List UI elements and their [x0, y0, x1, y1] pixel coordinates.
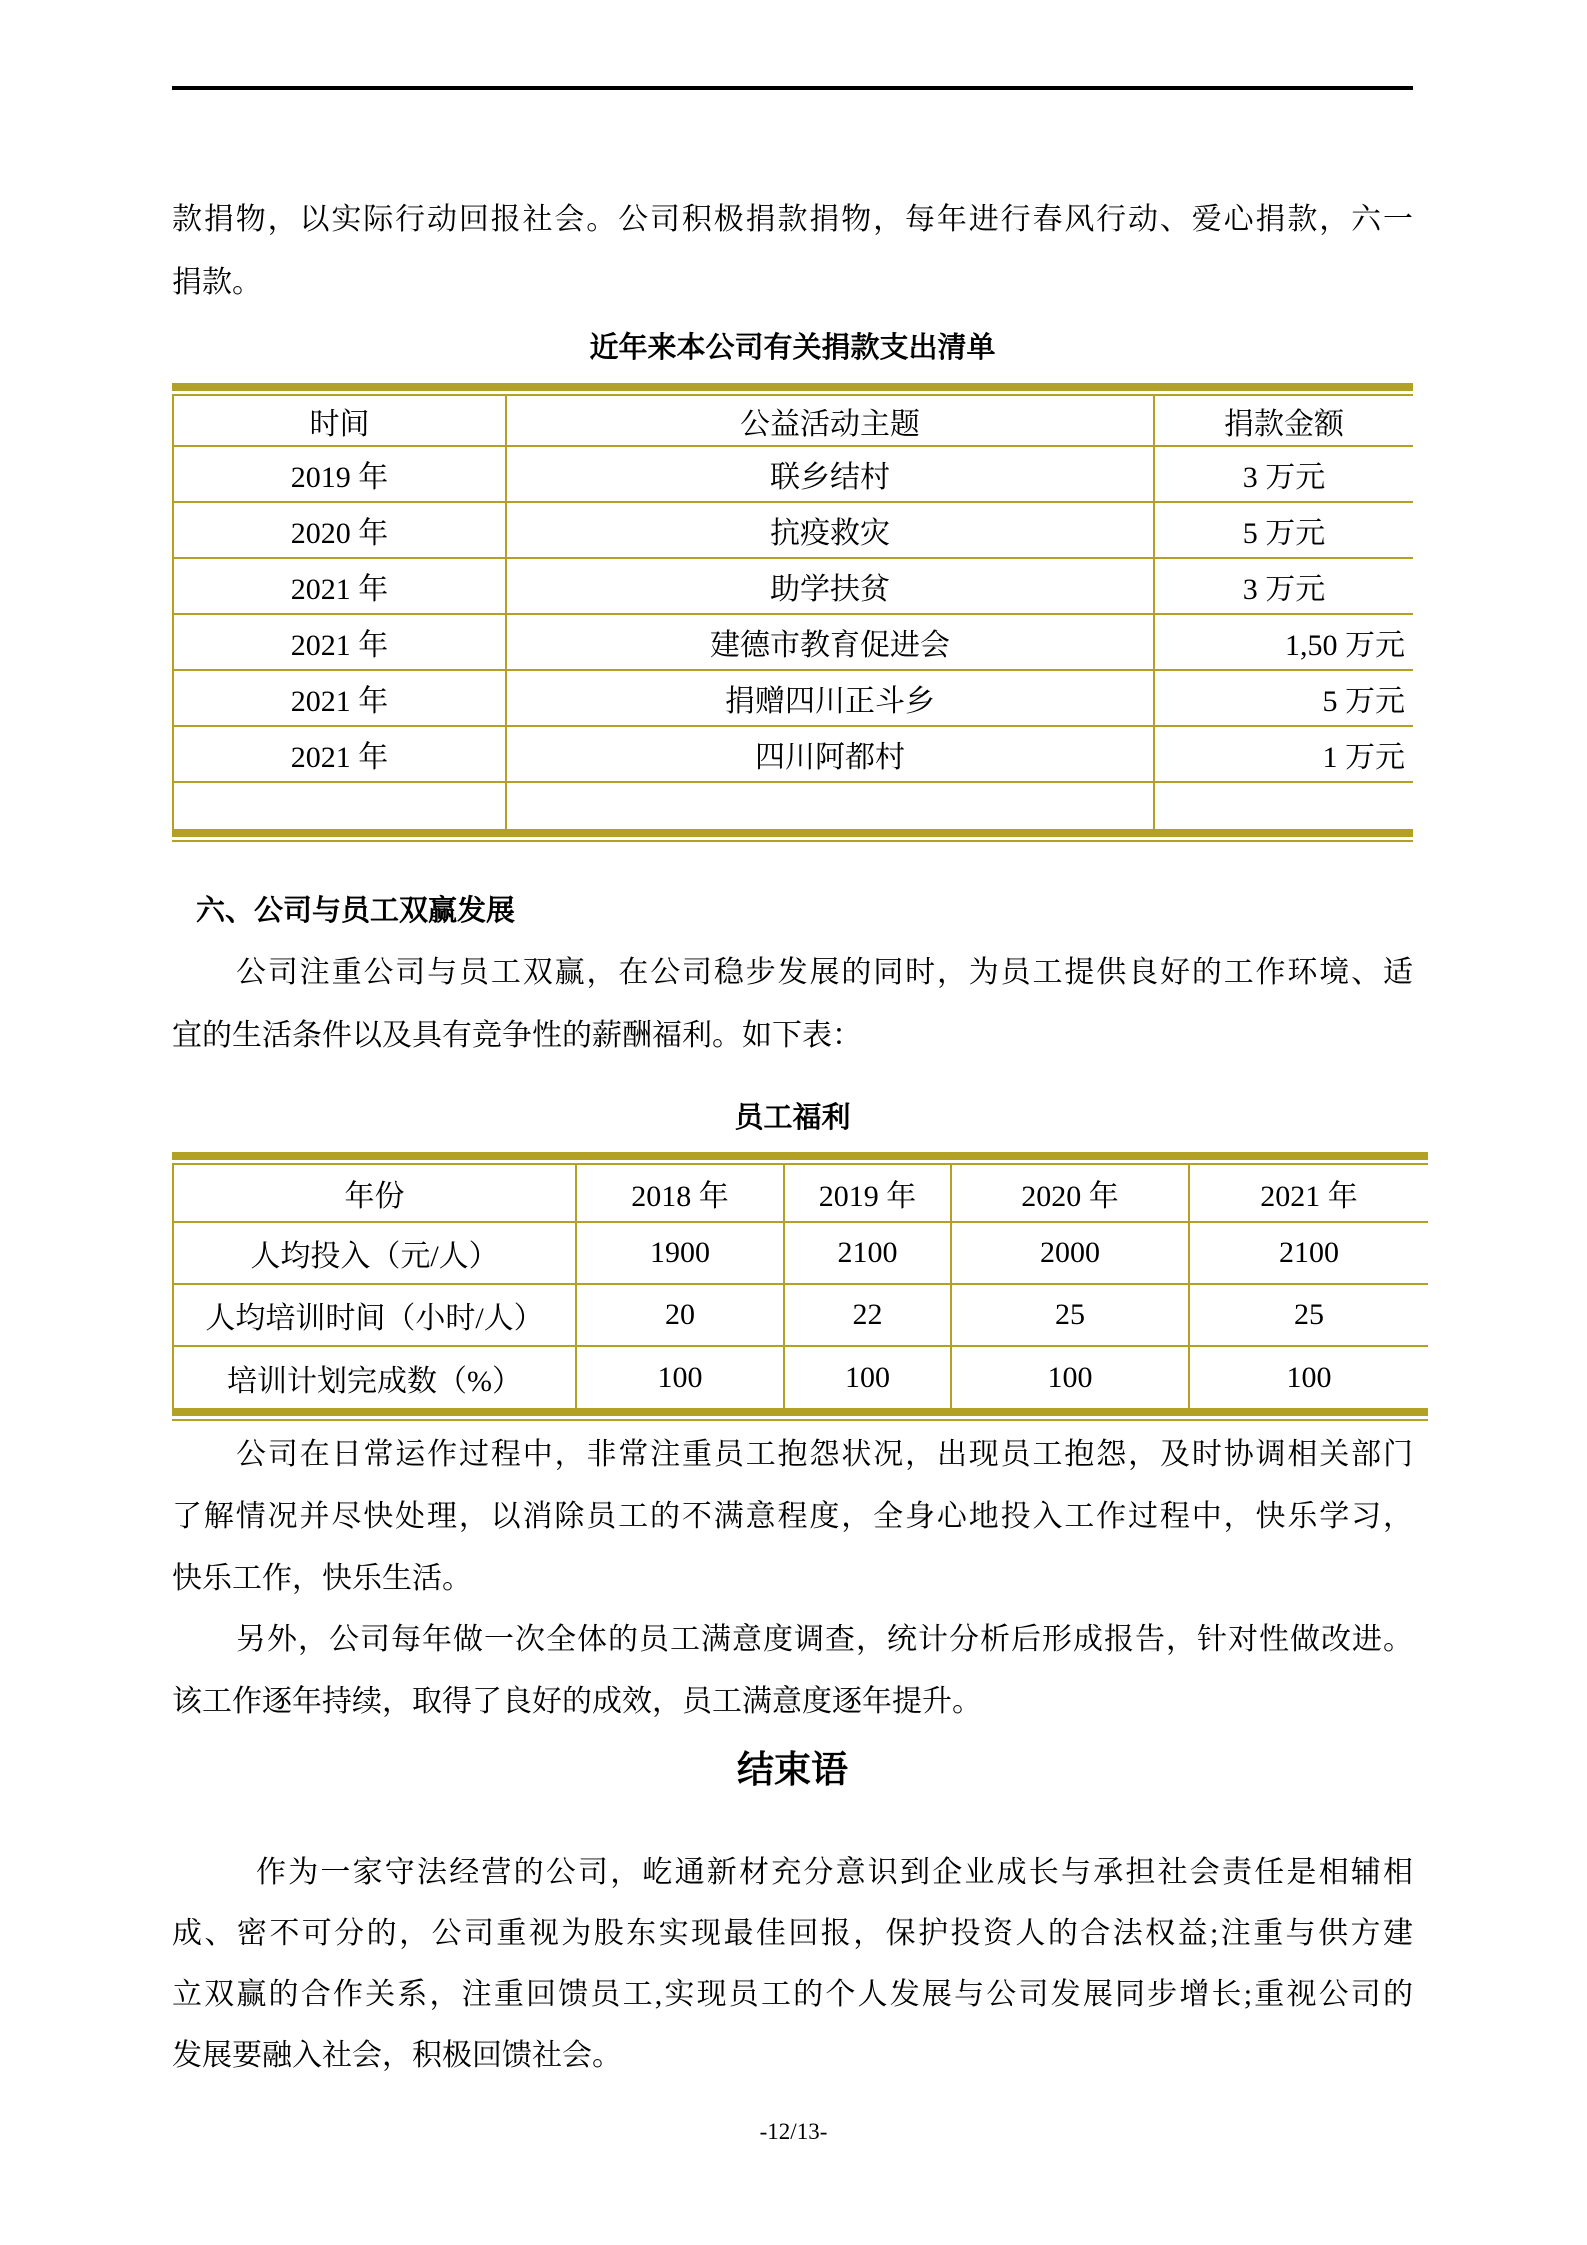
header-cell-2018: 2018 年	[575, 1165, 783, 1221]
table-row	[172, 615, 1413, 671]
header-cell-year-label: 年份	[172, 1165, 575, 1221]
donation-table	[172, 383, 1413, 842]
table-bottom-thick-bar	[172, 1408, 1428, 1416]
table-row	[172, 671, 1413, 727]
complaint-line-1: 公司在日常运作过程中，非常注重员工抱怨状况，出现员工抱怨，及时协调相关部门	[236, 1438, 1413, 1471]
header-cell-2019: 2019 年	[783, 1165, 950, 1221]
value-cell: 2100	[1188, 1223, 1428, 1283]
welfare-table-title: 员工福利	[734, 1102, 851, 1134]
table-row	[172, 1223, 1428, 1285]
cell-year: 2019 年	[172, 447, 505, 501]
complaint-line-3: 快乐工作，快乐生活。	[172, 1562, 472, 1595]
value-cell: 1900	[575, 1223, 783, 1283]
table-row	[172, 447, 1413, 503]
cell-amount: 5 万元	[1153, 503, 1413, 557]
value-cell: 22	[783, 1285, 950, 1345]
cell-amount: 3 万元	[1153, 447, 1413, 501]
cell-year: 2021 年	[172, 727, 505, 781]
cell-year: 2021 年	[172, 615, 505, 669]
row-label: 人均投入（元/人）	[172, 1223, 575, 1283]
value-cell: 25	[1188, 1285, 1428, 1345]
cell-theme: 联乡结村	[505, 447, 1153, 501]
table-row	[172, 727, 1413, 783]
value-cell: 25	[950, 1285, 1188, 1345]
donation-table-header-row	[172, 396, 1413, 447]
welfare-table	[172, 1152, 1428, 1421]
table-top-thick-bar	[172, 383, 1413, 391]
header-cell-time: 时间	[172, 396, 505, 445]
section-line-1: 公司注重公司与员工双赢，在公司稳步发展的同时，为员工提供良好的工作环境、适	[236, 956, 1413, 989]
conclusion-line-3: 立双赢的合作关系，注重回馈员工,实现员工的个人发展与公司发展同步增长;重视公司的	[172, 1978, 1413, 2011]
intro-line-1: 款捐物，以实际行动回报社会。公司积极捐款捐物，每年进行春风行动、爱心捐款，六一	[172, 203, 1413, 236]
cell-year: 2021 年	[172, 671, 505, 725]
intro-paragraph	[172, 188, 1413, 314]
table-bottom-thin-line	[172, 840, 1413, 842]
section-paragraph	[172, 941, 1413, 1067]
row-label: 人均培训时间（小时/人）	[172, 1285, 575, 1345]
conclusion-line-2: 成、密不可分的，公司重视为股东实现最佳回报，保护投资人的合法权益;注重与供方建	[172, 1917, 1413, 1950]
conclusion-line-1: 作为一家守法经营的公司，屹通新材充分意识到企业成长与承担社会责任是相辅相	[256, 1856, 1413, 1889]
cell-year	[172, 783, 505, 829]
survey-line-2: 该工作逐年持续，取得了良好的成效，员工满意度逐年提升。	[172, 1685, 982, 1718]
table-bottom-thick-bar	[172, 829, 1413, 837]
cell-year: 2020 年	[172, 503, 505, 557]
cell-amount	[1153, 783, 1413, 829]
cell-theme: 捐赠四川正斗乡	[505, 671, 1153, 725]
table-row-empty	[172, 783, 1413, 829]
header-cell-2020: 2020 年	[950, 1165, 1188, 1221]
table-row	[172, 559, 1413, 615]
survey-paragraph	[172, 1609, 1413, 1733]
page-number: -12/13-	[759, 2119, 828, 2144]
section-heading: 六、公司与员工双赢发展	[196, 895, 516, 927]
row-label: 培训计划完成数（%）	[172, 1347, 575, 1408]
conclusion-heading: 结束语	[737, 1750, 848, 1791]
intro-line-2: 捐款。	[172, 266, 262, 299]
cell-theme: 四川阿都村	[505, 727, 1153, 781]
donation-table-title: 近年来本公司有关捐款支出清单	[589, 332, 996, 364]
value-cell: 100	[1188, 1347, 1428, 1408]
header-cell-amount: 捐款金额	[1153, 396, 1413, 445]
cell-amount: 5 万元	[1153, 671, 1413, 725]
conclusion-line-4: 发展要融入社会，积极回馈社会。	[172, 2039, 622, 2072]
table-row	[172, 1347, 1428, 1408]
cell-theme: 助学扶贫	[505, 559, 1153, 613]
header-rule	[172, 86, 1413, 90]
conclusion-paragraph	[172, 1842, 1413, 2086]
survey-line-1: 另外，公司每年做一次全体的员工满意度调查，统计分析后形成报告，针对性做改进。	[236, 1623, 1413, 1656]
value-cell: 100	[783, 1347, 950, 1408]
table-row	[172, 503, 1413, 559]
cell-theme: 抗疫救灾	[505, 503, 1153, 557]
value-cell: 100	[950, 1347, 1188, 1408]
complaint-paragraph	[172, 1424, 1413, 1610]
value-cell: 2000	[950, 1223, 1188, 1283]
value-cell: 100	[575, 1347, 783, 1408]
cell-year: 2021 年	[172, 559, 505, 613]
complaint-line-2: 了解情况并尽快处理，以消除员工的不满意程度，全身心地投入工作过程中，快乐学习，	[172, 1500, 1413, 1533]
table-top-thick-bar	[172, 1152, 1428, 1160]
table-row	[172, 1285, 1428, 1347]
cell-amount: 1,50 万元	[1153, 615, 1413, 669]
section-line-2: 宜的生活条件以及具有竞争性的薪酬福利。如下表：	[172, 1019, 862, 1052]
table-bottom-thin-line	[172, 1419, 1428, 1421]
cell-amount: 1 万元	[1153, 727, 1413, 781]
value-cell: 2100	[783, 1223, 950, 1283]
cell-theme	[505, 783, 1153, 829]
welfare-header-row	[172, 1165, 1428, 1223]
header-cell-theme: 公益活动主题	[505, 396, 1153, 445]
header-cell-2021: 2021 年	[1188, 1165, 1428, 1221]
cell-amount: 3 万元	[1153, 559, 1413, 613]
value-cell: 20	[575, 1285, 783, 1345]
cell-theme: 建德市教育促进会	[505, 615, 1153, 669]
